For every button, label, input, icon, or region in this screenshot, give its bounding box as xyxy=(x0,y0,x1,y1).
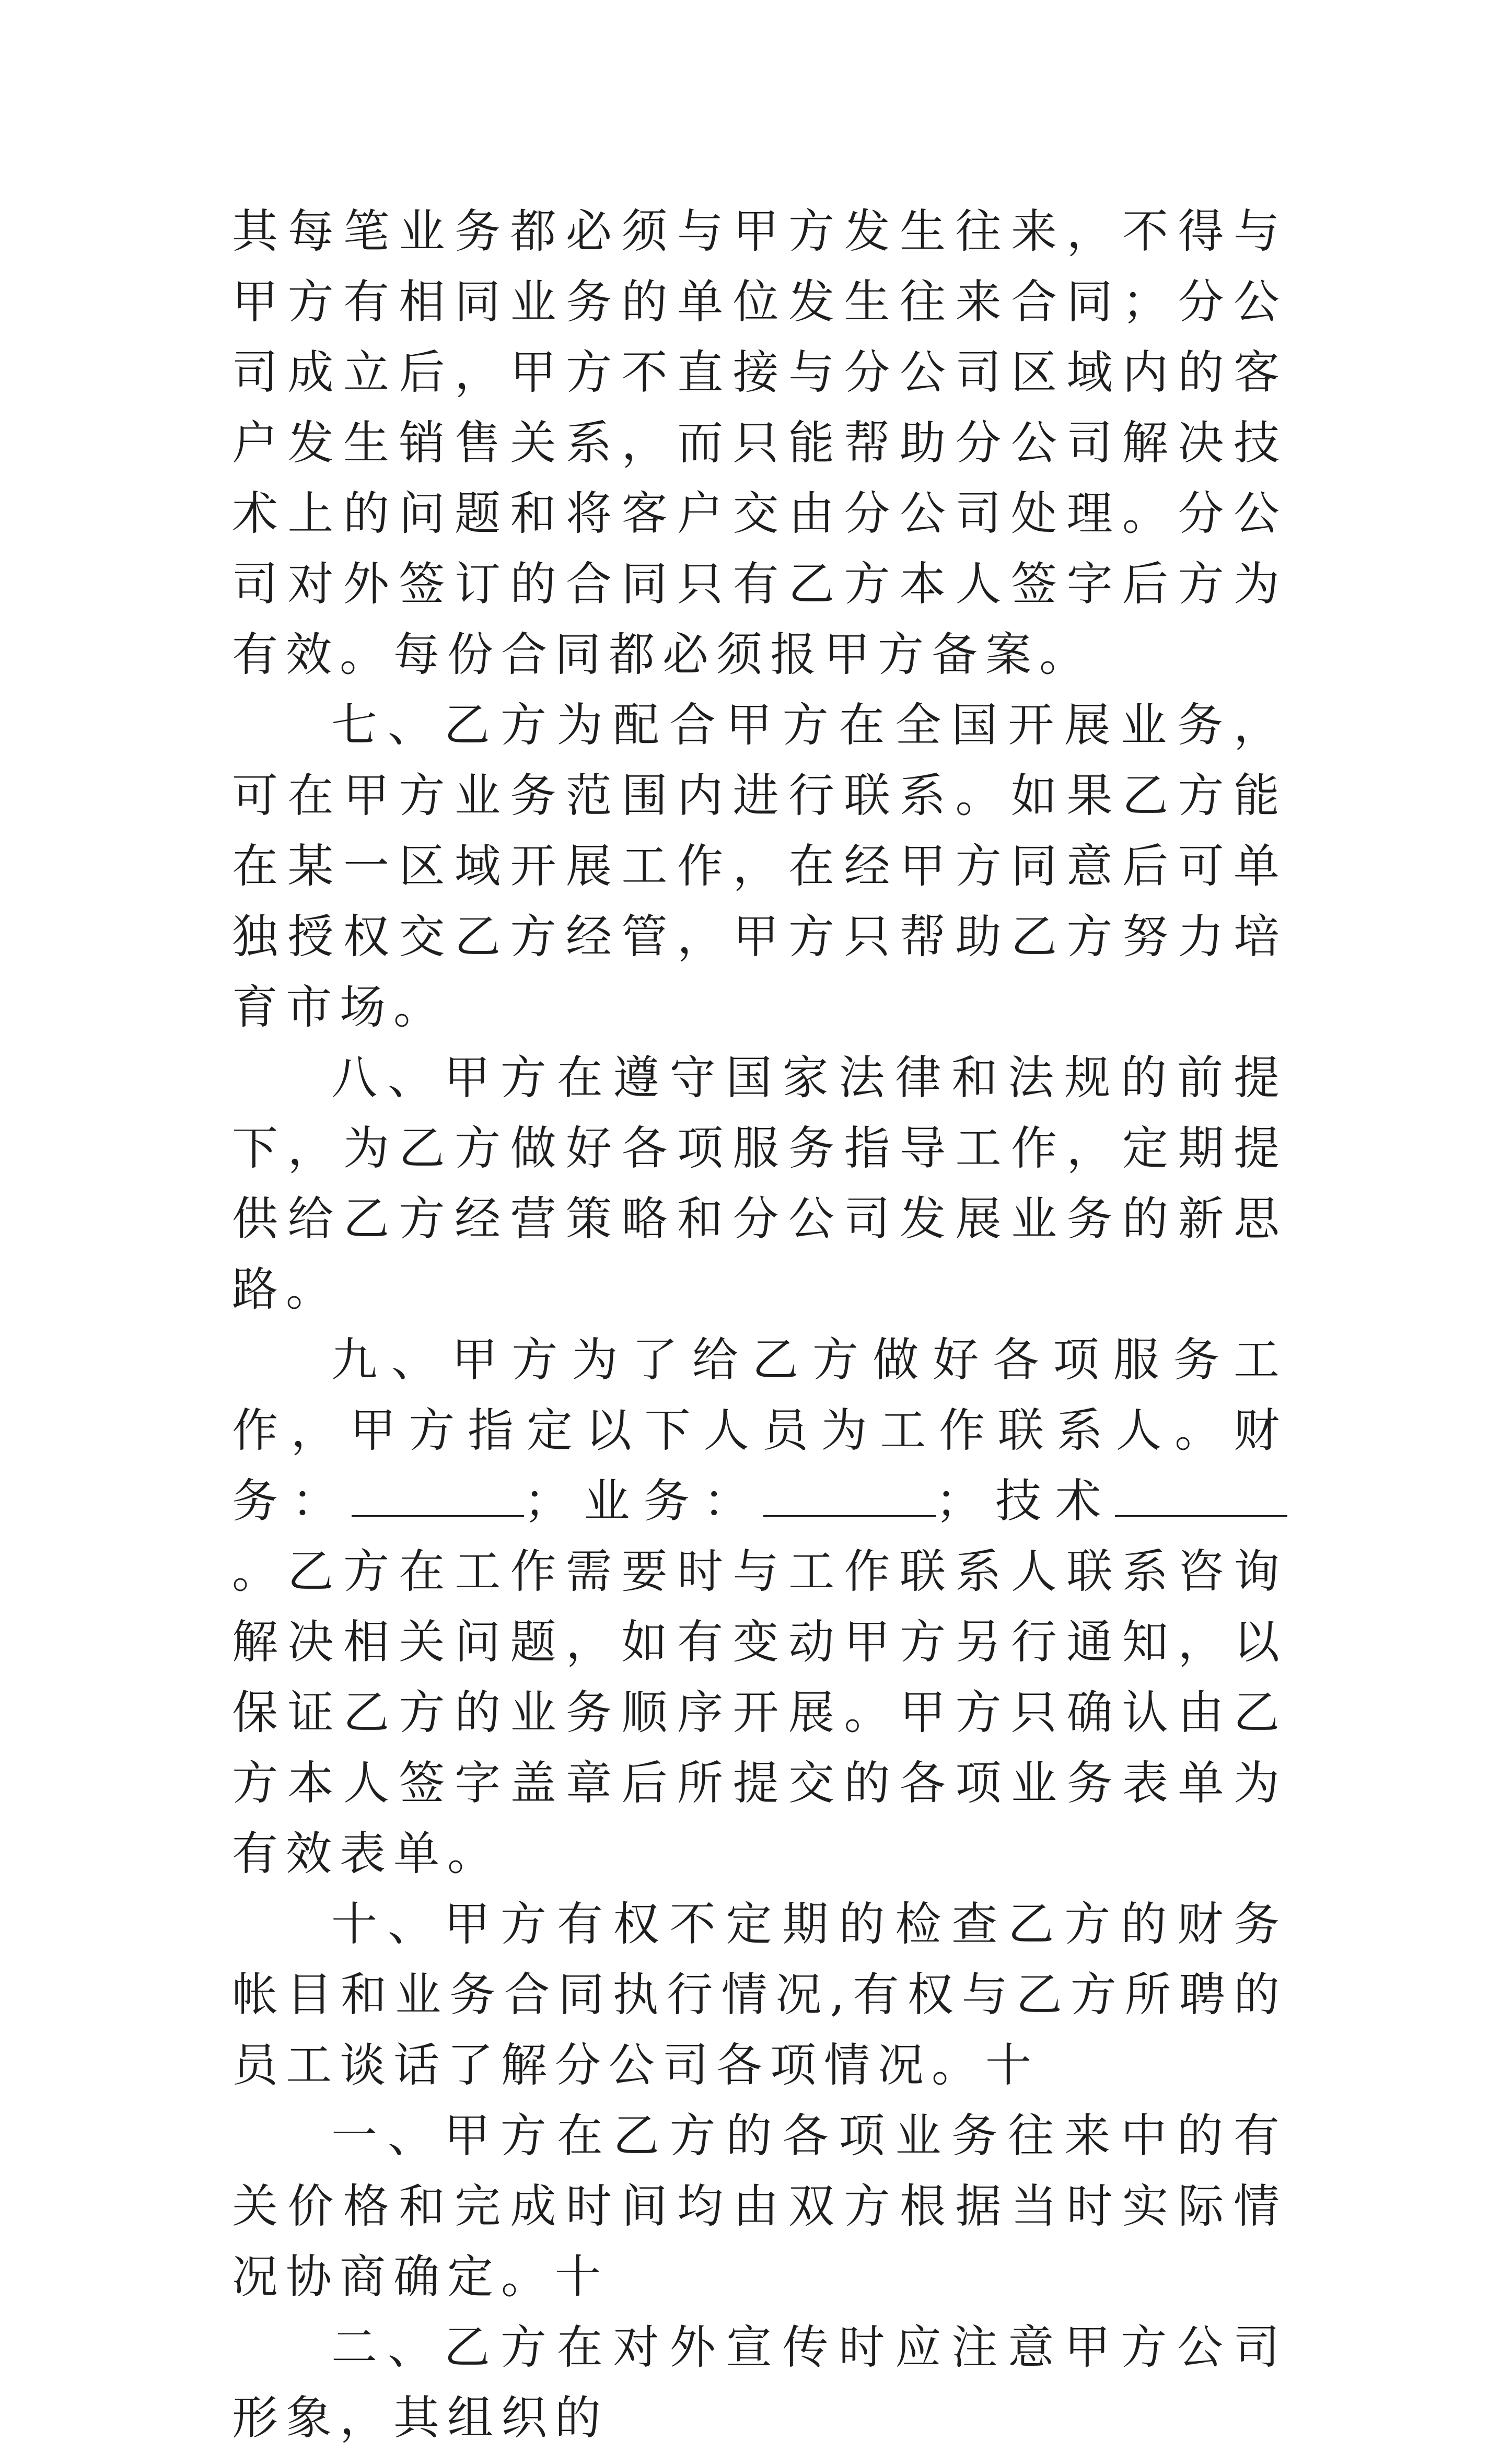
paragraph-clause-9 xyxy=(232,1324,1287,1889)
paragraph-continuation: 其每笔业务都必须与甲方发生往来，不得与甲方有相同业务的单位发生往来合同；分公司成立后，甲方不直接与分公司区域内的客户发生销售关系，而只能帮助分公司解决技术上的问题和将客户交由分公司处理。分公司对外签订的合同只有乙方本人签字后方为有效。每份合同都必须报甲方备案。 xyxy=(232,204,1287,681)
finance-contact-blank xyxy=(352,1480,524,1517)
paragraph-clause-12: 二、乙方在对外宣传时应注意甲方公司形象，其组织的 xyxy=(232,2320,1287,2445)
paragraph-clause-8: 八、甲方在遵守国家法律和法规的前提下，为乙方做好各项服务指导工作，定期提供给乙方经营策略和分公司发展业务的新思路。 xyxy=(232,1051,1287,1316)
business-contact-blank xyxy=(763,1480,936,1517)
clause-9-text-b: ；业务： xyxy=(524,1474,763,1528)
paragraph-clause-7: 七、乙方为配合甲方在全国开展业务，可在甲方业务范围内进行联系。如果乙方能在某一区域开展工作，在经甲方同意后可单独授权交乙方经管，甲方只帮助乙方努力培育市场。 xyxy=(232,698,1287,1034)
clause-9-text-c: ；技术 xyxy=(935,1474,1115,1528)
clause-9-text-d: 。乙方在工作需要时与工作联系人联系咨询解决相关问题，如有变动甲方另行通知，以保证乙方的业务顺序开展。甲方只确认由乙方本人签字盖章后所提交的各项业务表单为有效表单。 xyxy=(232,1544,1287,1880)
clause-9-text-a: 九、甲方为了给乙方做好各项服务工作，甲方指定以下人员为工作联系人。财务： xyxy=(232,1333,1287,1528)
technical-contact-blank xyxy=(1115,1480,1287,1517)
body-text xyxy=(232,196,1287,2453)
paragraph-clause-10: 十、甲方有权不定期的检查乙方的财务帐目和业务合同执行情况,有权与乙方所聘的员工谈话了解分公司各项情况。十 xyxy=(232,1897,1287,2092)
paragraph-clause-11: 一、甲方在乙方的各项业务往来中的有关价格和完成时间均由双方根据当时实际情况协商确定。十 xyxy=(232,2109,1287,2304)
